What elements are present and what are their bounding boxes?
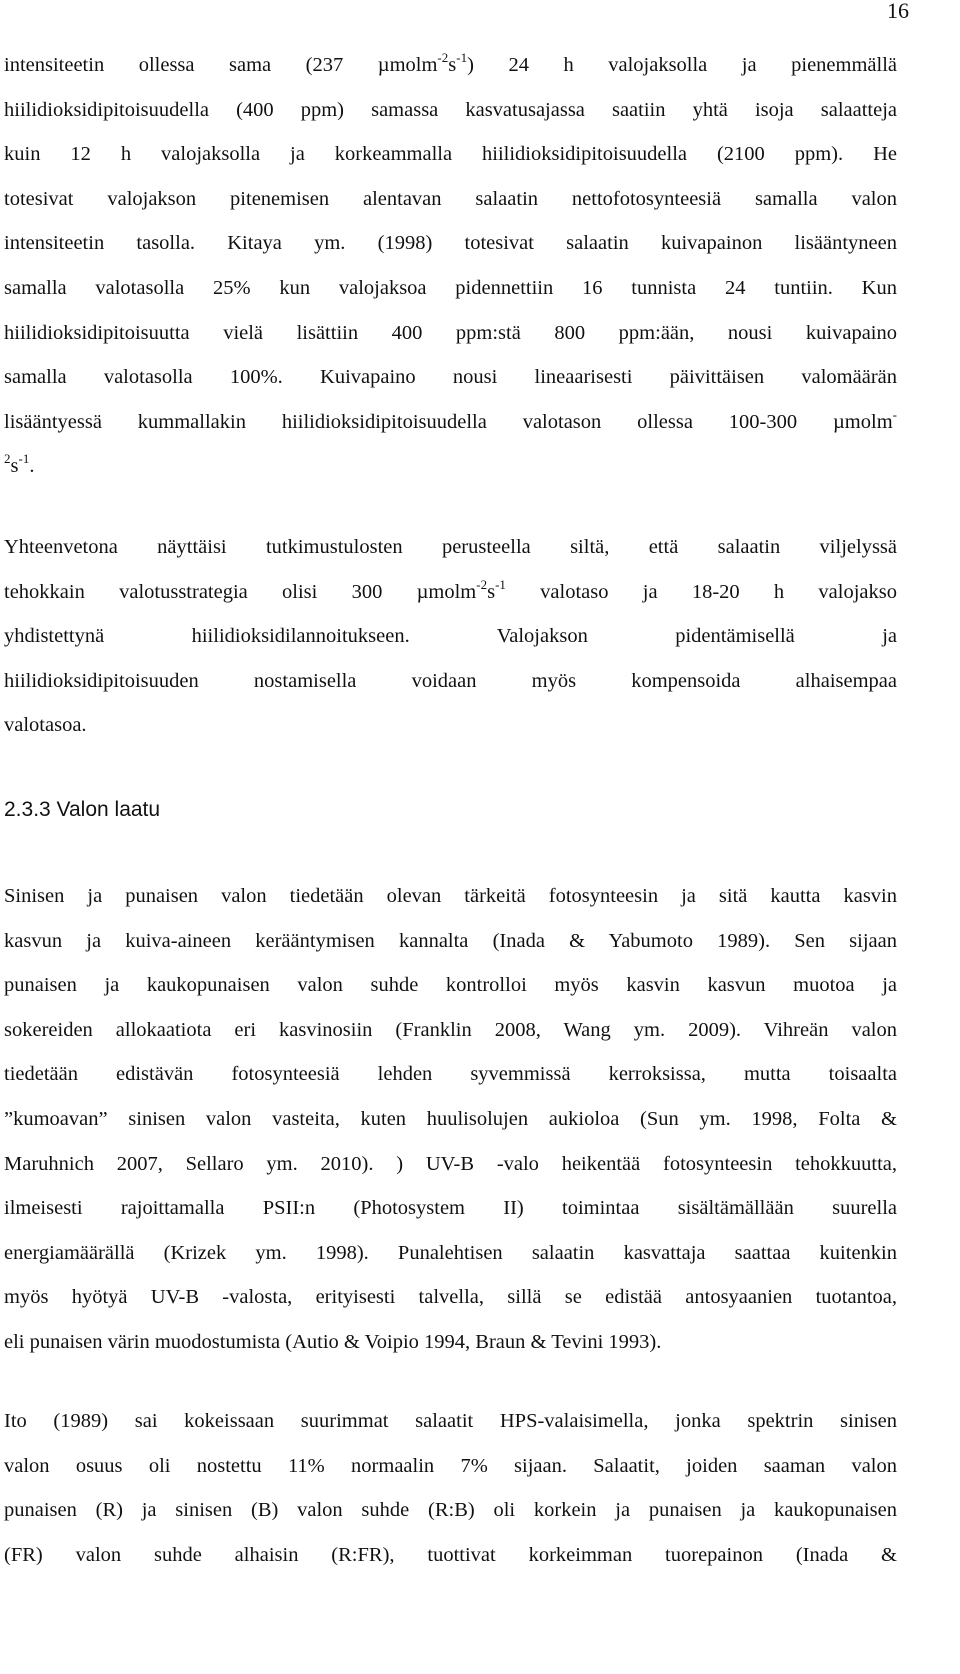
text-line: punaisen ja kaukopunaisen valon suhde kontrolloi myös kasvin kasvun muotoa ja	[4, 974, 897, 997]
paragraph-light-quality	[4, 874, 897, 1365]
text-line: samalla valotasolla 25% kun valojaksoa pidennettiin 16 tunnista 24 tuntiin. Kun	[4, 276, 897, 299]
text-line: yhdistettynä hiilidioksidilannoitukseen. Valojakson pidentämisellä ja	[4, 625, 897, 648]
text-line: intensiteetin ollessa sama (237 $\mu molm^{-2}s^{-1}$) 24 h valojaksolla ja pienemmällä	[4, 50, 897, 76]
page-number: 16	[887, 0, 909, 23]
text-line: (FR) valon suhde alhaisin (R:FR), tuottivat korkeimman tuorepainon (Inada &	[4, 1543, 897, 1566]
text-line: myös hyötyä UV-B -valosta, erityisesti talvella, sillä se edistää antosyaanien tuotantoa,	[4, 1286, 897, 1309]
text-line: totesivat valojakson pitenemisen alentavan salaatin nettofotosynteesiä samalla valon	[4, 187, 897, 210]
text-line: $^2s^{-1}$.	[4, 451, 35, 478]
text-line: tehokkain valotusstrategia olisi 300 $\mu molm^{-2}s^{-1}$ valotaso ja 18-20 h valojakso	[4, 576, 897, 603]
text-line: hiilidioksidipitoisuutta vielä lisättiin 400 ppm:stä 800 ppm:ään, nousi kuivapaino	[4, 321, 897, 344]
text-line: lisääntyessä kummallakin hiilidioksidipitoisuudella valotason ollessa 100-300 µmolm-	[4, 406, 897, 433]
text-line: Ito (1989) sai kokeissaan suurimmat salaatit HPS-valaisimella, jonka spektrin sinisen	[4, 1410, 897, 1432]
text-line: Sinisen ja punaisen valon tiedetään olevan tärkeitä fotosynteesin ja sitä kautta kasvin	[4, 885, 897, 907]
text-line: hiilidioksidipitoisuudella (400 ppm) samassa kasvatusajassa saatiin yhtä isoja salaatteja	[4, 98, 897, 121]
paragraph-ito-1989	[4, 1399, 897, 1577]
text-line: eli punaisen värin muodostumista (Autio & Voipio 1994, Braun & Tevini 1993).	[4, 1330, 662, 1353]
text-line: sokereiden allokaatiota eri kasvinosiin (Franklin 2008, Wang ym. 2009). Vihreän valon	[4, 1018, 897, 1041]
section-heading: 2.3.3 Valon laatu	[4, 798, 161, 821]
paragraph-summary	[4, 525, 897, 748]
text-line: valon osuus oli nostettu 11% normaalin 7% sijaan. Salaatit, joiden saaman valon	[4, 1454, 897, 1477]
text-line: Maruhnich 2007, Sellaro ym. 2010). ) UV-B -valo heikentää fotosynteesin tehokkuutta,	[4, 1152, 897, 1175]
paragraph-light-period-co2	[4, 43, 897, 489]
text-line: Yhteenvetona näyttäisi tutkimustulosten perusteella siltä, että salaatin viljelyssä	[4, 536, 897, 558]
text-line: intensiteetin tasolla. Kitaya ym. (1998) totesivat salaatin kuivapainon lisääntyneen	[4, 232, 897, 255]
text-line: ”kumoavan” sinisen valon vasteita, kuten huulisolujen aukioloa (Sun ym. 1998, Folta &	[4, 1107, 897, 1130]
text-line: hiilidioksidipitoisuuden nostamisella voidaan myös kompensoida alhaisempaa	[4, 669, 897, 692]
text-line: tiedetään edistävän fotosynteesiä lehden syvemmissä kerroksissa, mutta toisaalta	[4, 1063, 897, 1086]
text-line: energiamäärällä (Krizek ym. 1998). Punalehtisen salaatin kasvattaja saattaa kuitenkin	[4, 1241, 897, 1264]
text-line: punaisen (R) ja sinisen (B) valon suhde (R:B) oli korkein ja punaisen ja kaukopunaisen	[4, 1499, 897, 1522]
text-line: kuin 12 h valojaksolla ja korkeammalla hiilidioksidipitoisuudella (2100 ppm). He	[4, 143, 897, 166]
text-line: samalla valotasolla 100%. Kuivapaino nousi lineaarisesti päivittäisen valomäärän	[4, 366, 897, 389]
text-line: kasvun ja kuiva-aineen kerääntymisen kannalta (Inada & Yabumoto 1989). Sen sijaan	[4, 929, 897, 952]
text-line: ilmeisesti rajoittamalla PSII:n (Photosystem II) toimintaa sisältämällään suurella	[4, 1197, 897, 1220]
text-line: valotasoa.	[4, 714, 87, 737]
